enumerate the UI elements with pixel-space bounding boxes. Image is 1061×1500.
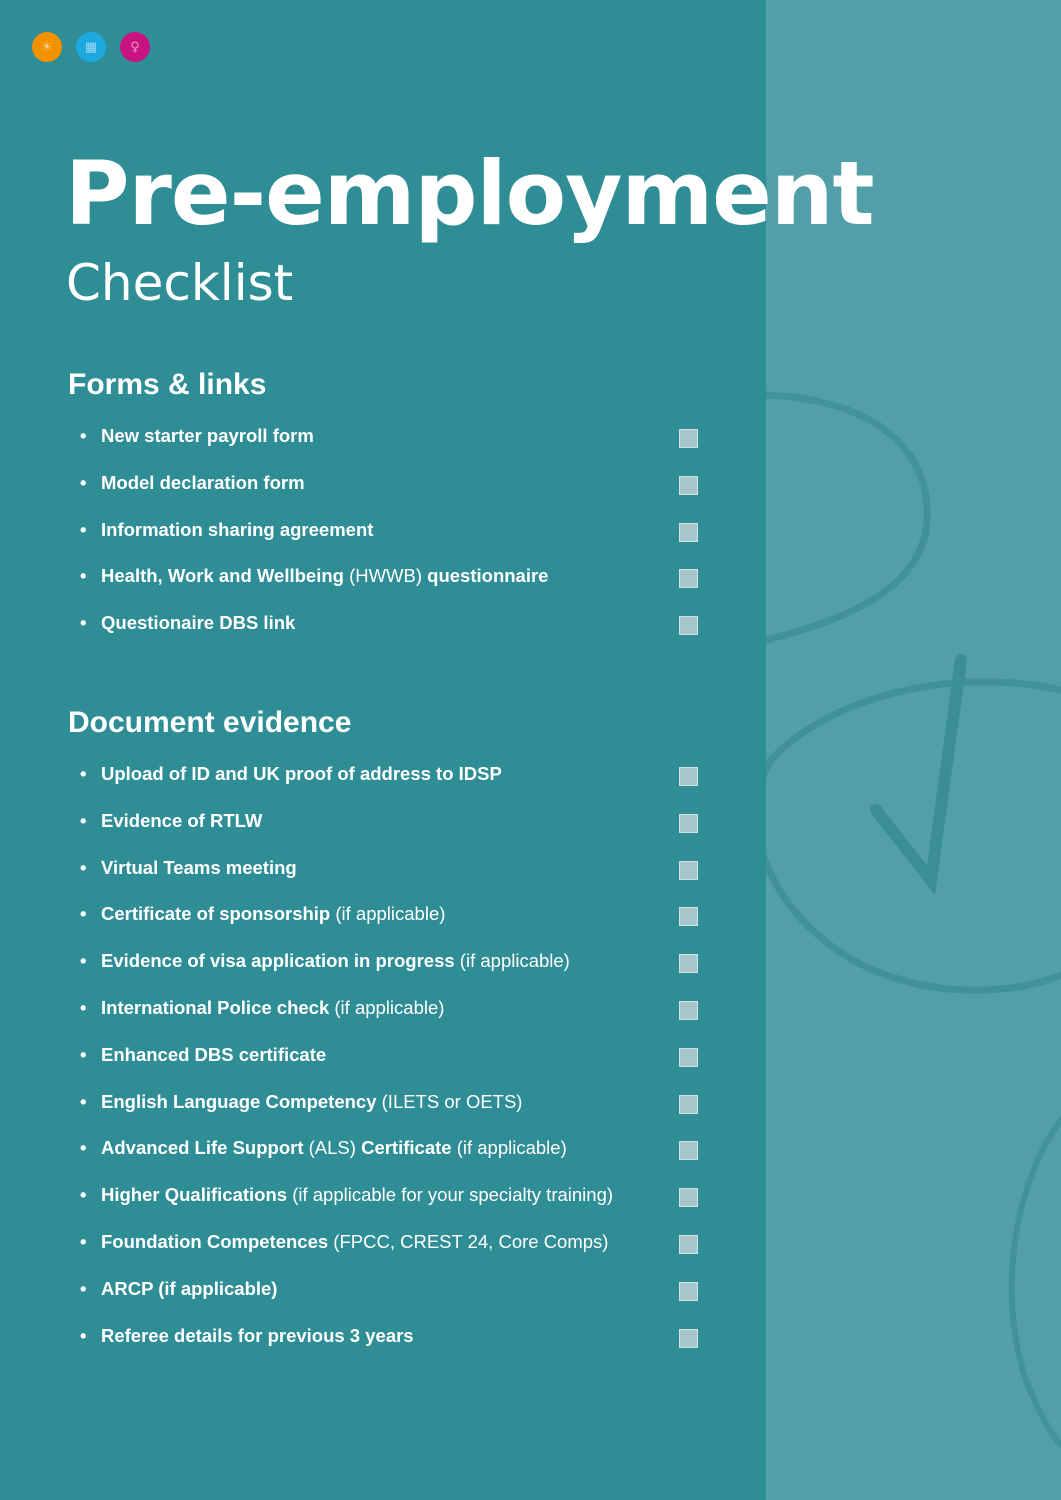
label-part: (ALS) [303,1137,362,1159]
checklist-item-label [101,1231,608,1253]
label-part: New starter payroll form [101,425,314,446]
label-part: Certificate of sponsorship [101,903,331,925]
checkbox[interactable] [679,429,698,448]
bullet-icon: • [80,1090,87,1112]
label-part: (if applicable) [454,950,570,972]
checklist-item-label [101,565,548,587]
bullet-icon: • [80,763,87,784]
checklist-item-label [101,472,305,494]
bullet-icon: • [80,1184,87,1206]
label-part: Enhanced DBS certificate [101,1043,327,1065]
checklist-item [80,903,720,950]
person-icon: ♀ [120,32,150,62]
checkbox[interactable] [679,1095,698,1114]
checklist-item [80,997,720,1044]
checkbox[interactable] [679,1235,698,1254]
page-title: Pre-employment [65,142,874,245]
label-part: Questionaire DBS link [101,612,296,634]
checklist-item [80,565,720,612]
checkbox[interactable] [679,1329,698,1348]
checkbox[interactable] [679,1001,698,1020]
document-evidence-heading: Document evidence [68,706,352,739]
label-part: English Language Competency [101,1090,377,1112]
bullet-icon: • [80,1277,87,1299]
bullet-icon: • [80,565,87,587]
checkbox[interactable] [679,1048,698,1067]
bullet-icon: • [80,1230,87,1252]
checklist-item-label [101,903,445,925]
checklist-item-label [101,1325,414,1347]
label-part: Virtual Teams meeting [101,856,297,878]
checklist-item [80,950,720,997]
label-part: Referee details for previous 3 years [101,1324,414,1346]
checklist-item [80,1137,720,1184]
label-part: (if applicable) [330,903,446,925]
checklist-item-label [101,519,373,541]
bullet-icon: • [80,518,87,540]
checklist-item-label [101,763,502,785]
bullet-icon: • [80,1324,87,1346]
checklist-item [80,857,720,904]
checkbox[interactable] [679,954,698,973]
label-part: Evidence of visa application in progress [101,950,455,972]
bullet-icon: • [80,471,87,493]
checkbox[interactable] [679,1188,698,1207]
checklist-item-label [101,612,295,634]
bullet-icon: • [80,612,87,634]
label-part: (if applicable for your specialty training) [287,1184,614,1206]
checkbox[interactable] [679,476,698,495]
checklist-item [80,1325,720,1372]
checklist-item [80,612,720,659]
calculator-icon: ▦ [76,32,106,62]
checklist-item [80,1091,720,1138]
label-part: questionnaire [427,565,549,587]
forms-links-list [80,425,720,659]
bullet-icon: • [80,425,87,446]
checklist-item-label [101,857,297,879]
bullet-icon: • [80,996,87,1018]
checklist-item [80,1044,720,1091]
checkbox[interactable] [679,861,698,880]
label-part: Upload of ID and UK proof of address to IDSP [101,763,502,784]
checklist-item [80,763,720,810]
checklist-item [80,1184,720,1231]
checkbox[interactable] [679,814,698,833]
label-part: (HWWB) [343,565,428,587]
label-part: (ILETS or OETS) [376,1090,523,1112]
label-part: Model declaration form [101,471,305,493]
checklist-item [80,519,720,566]
label-part: Certificate [361,1137,452,1159]
checklist-item [80,425,720,472]
checklist-item-label [101,1184,613,1206]
checklist-item [80,1231,720,1278]
bullet-icon: • [80,903,87,925]
label-part: Foundation Competences [101,1230,329,1252]
checklist-item-label [101,1137,567,1159]
checkbox[interactable] [679,907,698,926]
page-subtitle: Checklist [66,254,294,312]
label-part: Evidence of RTLW [101,809,263,831]
checklist-item-label [101,950,570,972]
checkbox[interactable] [679,767,698,786]
bullet-icon: • [80,1043,87,1065]
checklist-item-label [101,997,444,1019]
bullet-icon: • [80,809,87,831]
checklist-item [80,472,720,519]
label-part: Higher Qualifications [101,1184,288,1206]
checklist-item-label [101,810,262,832]
label-part: ARCP (if applicable) [101,1277,278,1299]
checkbox[interactable] [679,616,698,635]
checkbox[interactable] [679,1282,698,1301]
bullet-icon: • [80,1137,87,1159]
lightbulb-icon: ☀ [32,32,62,62]
label-part: Health, Work and Wellbeing [101,565,344,587]
bullet-icon: • [80,950,87,972]
bullet-icon: • [80,856,87,878]
document-evidence-list [80,763,720,1371]
checklist-item-label [101,425,314,447]
checklist-item-label [101,1091,522,1113]
label-part: Advanced Life Support [101,1137,304,1159]
label-part: (if applicable) [329,996,445,1018]
checkbox[interactable] [679,1141,698,1160]
label-part: (FPCC, CREST 24, Core Comps) [328,1230,609,1252]
label-part: International Police check [101,996,330,1018]
checkbox[interactable] [679,523,698,542]
label-part: (if applicable) [451,1137,567,1159]
forms-links-heading: Forms & links [68,368,267,401]
checklist-item-label [101,1044,326,1066]
checklist-item [80,810,720,857]
header-icons [32,32,150,62]
checklist-item-label [101,1278,277,1300]
checkbox[interactable] [679,569,698,588]
checklist-item [80,1278,720,1325]
label-part: Information sharing agreement [101,518,374,540]
